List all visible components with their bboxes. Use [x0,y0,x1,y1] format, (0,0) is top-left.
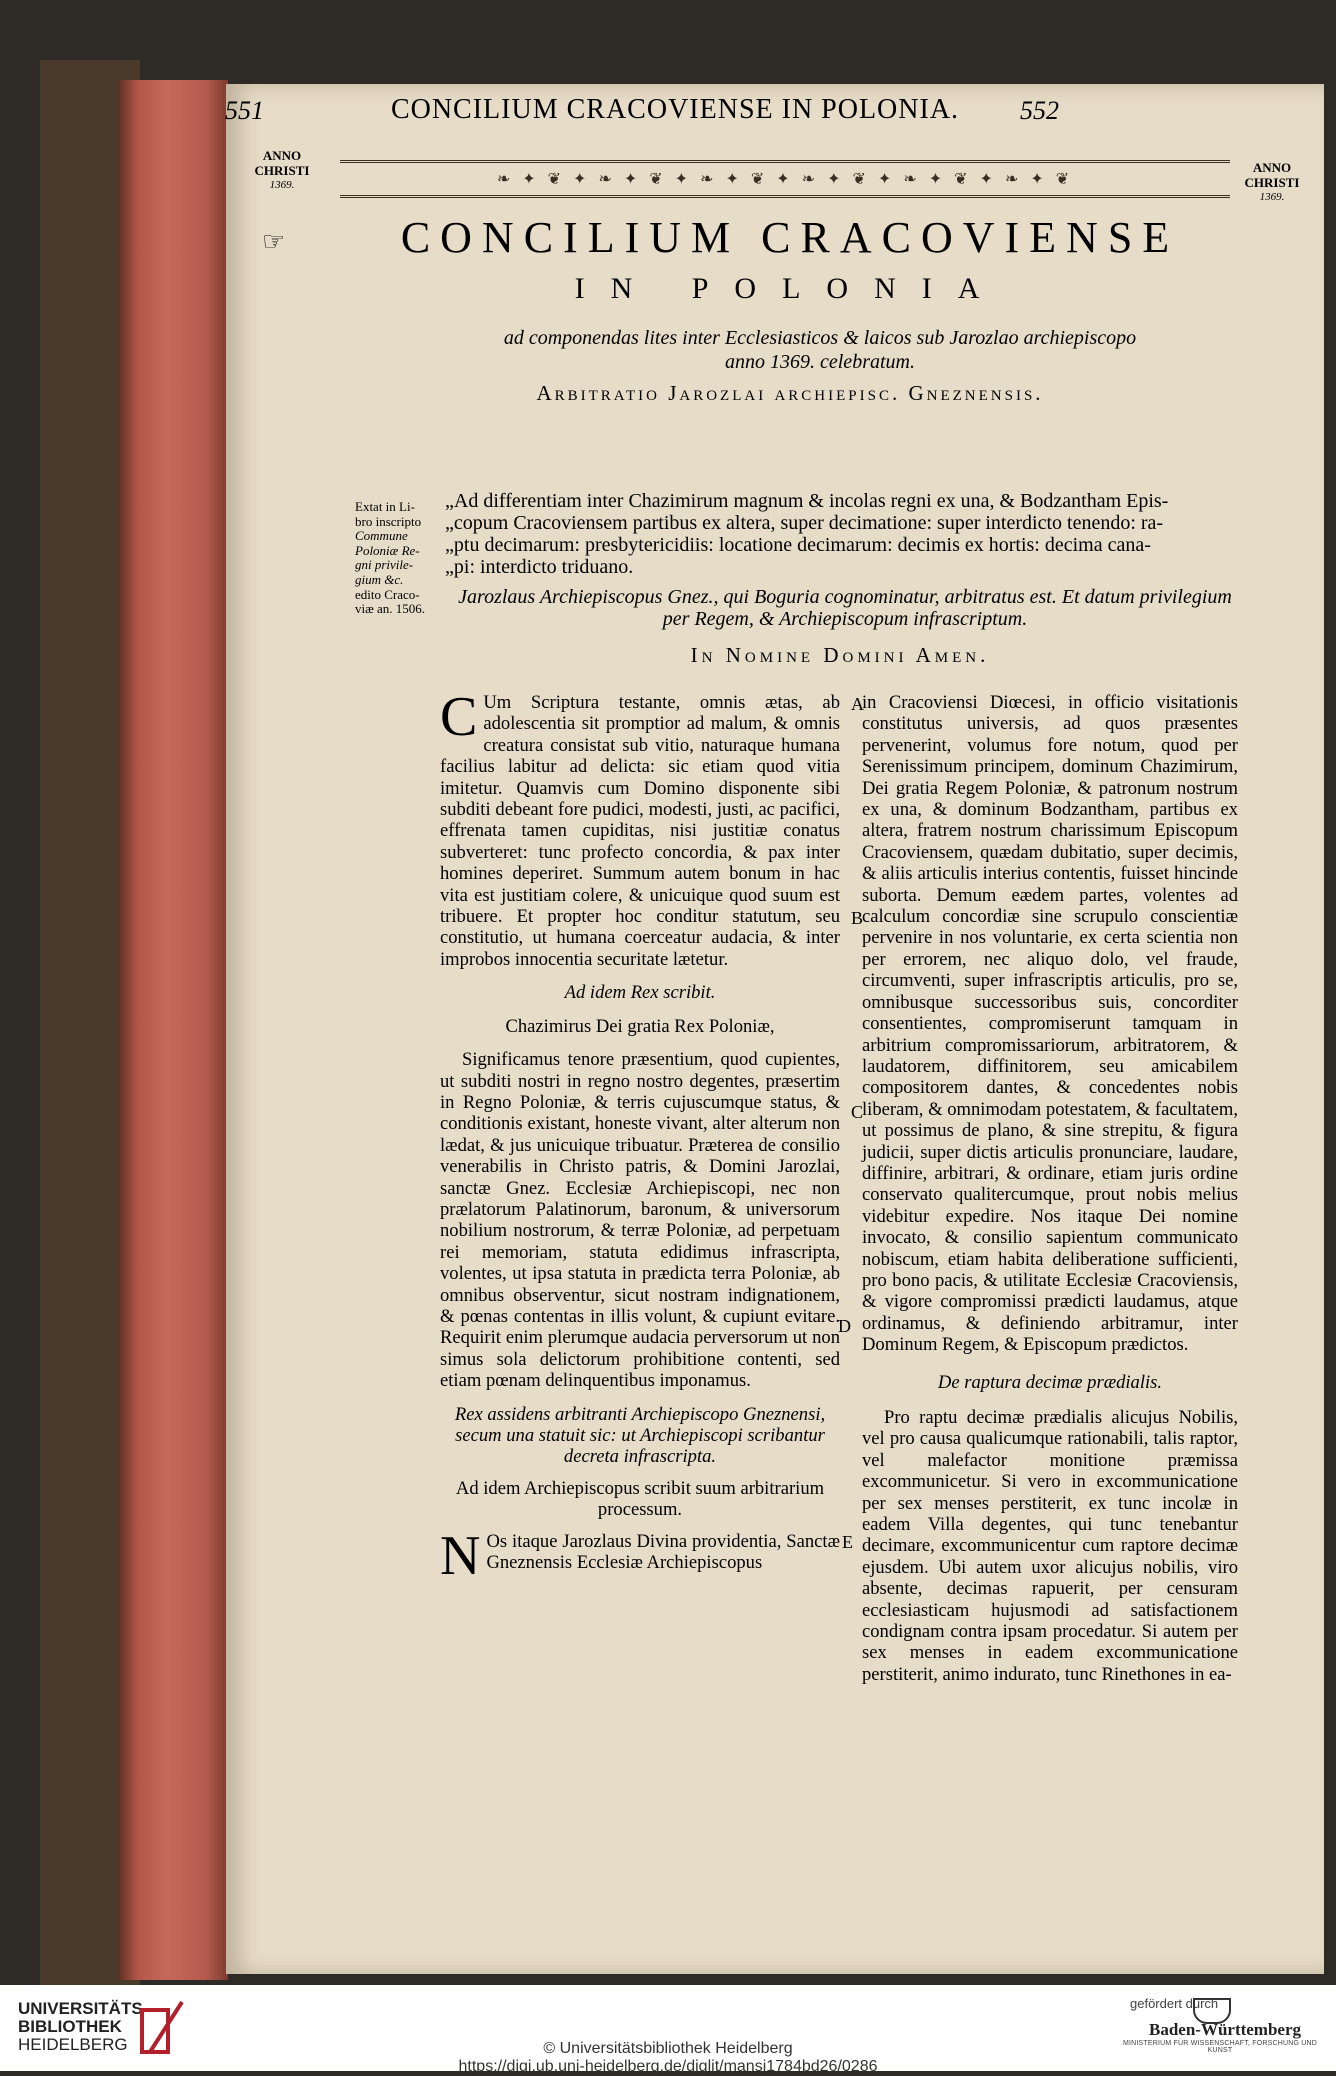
main-title-sub: IN POLONIA [574,272,1006,305]
heading-de-raptura: De raptura decimæ prædialis. [937,1371,1163,1393]
main-title: CONCILIUM CRACOVIENSE [400,213,1180,262]
section-heading-arbitratio: Arbitratio Jarozlai archiepisc. Gneznensis. [536,381,1044,405]
pointing-hand-icon: ☞ [262,227,286,256]
heading-archiepiscopus-scribit: Ad idem Archiepiscopus scribit suum arbitrarium processum. [455,1477,825,1521]
library-logo[interactable]: UNIVERSITÄTS- BIBLIOTHEK HEIDELBERG [18,1999,149,2054]
title-description: ad componendas lites inter Ecclesiasticos & laicos sub Jarozlao archiepiscopo anno 1369. celebratum. [503,327,1137,373]
jarozlaus-note: Jarozlaus Archiepiscopus Gnez., qui Boguria cognominatur, arbitratus est. Et datum privilegium per Regem, & Archiepiscopum infrascriptum. [458,586,1232,630]
page-number-right: 552 [1020,96,1059,125]
drop-cap-c: C [440,686,478,748]
margin-note-block: Extat in Li- bro inscripto Commune Poloniæ Re- gni privile- gium &c. edito Craco- viæ an. 1506. [355,499,426,617]
page-number-left: 551 [225,96,264,125]
heading-rex-assidens: Rex assidens arbitranti Archiepiscopo Gneznensi, secum una statuit sic: ut Archiepiscopi scribantur decreta infrascripta. [454,1403,826,1468]
section-letter-d: D [838,1316,851,1336]
ornament-band: ❧ ✦ ❦ ✦ ❧ ✦ ❦ ✦ ❧ ✦ ❦ ✦ ❧ ✦ ❦ ✦ ❧ ✦ ❦ ✦ ❧ ✦ ❦ [340,160,1230,198]
left-column: C Um Scriptura testante, omnis ætas, ab adolescentia sit promptior ad malum, & omnis creatura consistat sub vitio, naturaque humana facilius labitur ad delicta: sic etiam quod vitia imitetur. Quamvis cum Domino disponente sibi subditi debeant fore pudici, modesti, justi, ac pacifici, effrenata tamen cupiditas, nisi justitiæ conatus subverteret: tunc profecto concordia, & pax inter homines deperiret. Summum autem bonum in hac vita est justitiam colere, & unicuique quod suum est tribuere. Et propter hoc conditur statutum, seu constitutio, ut humana coerceatur audacia, & inter improbos innocentia securitate lætetur. Ad idem Rex scribit. Chazimirus Dei gratia Rex Poloniæ, Significamus tenore præsentium, quod cupientes, ut subditi nostri in regno nostro degentes, præsertim in Regno Poloniæ, & terris cujuscumque status, & conditionis existant, honeste vivant, alter alterum non lædat, & jus unicuique tribuatur. Præterea de consilio venerabilis in Christo patris, & Domini Jarozlai, sanctæ Gnez. Ecclesiæ Archiepiscopi, nec non prælatorum Palatinorum, baronum, & universorum nobilium nostrorum, & terræ Poloniæ, ad perpetuam rei memoriam, statuta edidimus infrascripta, volentes, ut ipsa statuta in prædicta terra Poloniæ, ab omnibus observentur, sicut nostram indignationem, & pœnas contentas in illis volunt, & cupiunt evitare. Requirit enim plerumque audacia perversorum ut non simus sola delictorum prohibitione contenti, sed etiam pœnam delinquentibus imponamus. Rex assidens arbitranti Archiepiscopo Gneznensi, secum una statuit sic: ut Archiepiscopi scribantur decreta infrascripta. Ad idem Archiepiscopus scribit suum arbitrarium processum. N Os itaque Jarozlaus Divina providentia, Sanctæ Gneznensis Ecclesiæ Archiepiscopus [440,686,840,1587]
copyright-text: © Universitätsbibliothek Heidelberg [543,2040,793,2057]
section-heading-in-nomine: In Nomine Domini Amen. [690,643,990,667]
anno-right: ANNO CHRISTI 1369. [1244,160,1300,203]
running-title: CONCILIUM CRACOVIENSE IN POLONIA. [390,94,960,125]
section-letter-b: B [851,908,864,928]
source-url[interactable]: https://digi.ub.uni-heidelberg.de/diglit/mansi1784bd26/0286 [458,2058,878,2075]
intro-summary: „Ad differentiam inter Chazimirum magnum & incolas regni ex una, & Bodzantham Epis- „copum Cracoviensem partibus ex altera, super decimatione: super interdicto tenendo: ra- „ptu decimarum: presbytericidiis: locatione decimarum: decimis ex hortis: decima cana- „pi: interdicto triduano. [445,490,1169,578]
drop-cap-n: N [440,1524,481,1587]
heading-ad-idem-rex: Ad idem Rex scribit. [564,982,716,1004]
page-edge [118,80,228,1980]
funder-name: Baden-Württemberg [1148,2020,1302,2039]
section-letter-a: A [851,694,864,714]
section-letter-e: E [842,1532,853,1552]
chazimirus-line: Chazimirus Dei gratia Rex Poloniæ, [505,1015,775,1037]
anno-left: ANNO CHRISTI 1369. [254,148,310,191]
funded-by-label: gefördert durch [1130,1996,1219,2011]
section-letter-c: C [851,1102,864,1122]
right-column: in Cracoviensi Diœcesi, in officio visitationis constitutus universis, ad quos præsentes pervenerint, volumus fore notum, quod per Serenissimum principem, dominum Chazimirum, Dei gratia Regem Poloniæ, & patronum nostrum ex una, & dominum Bodzantham, partibus ex altera, fratrem nostrum charissimum Episcopum Cracoviensem, quædam dubitatio, super decimis, & aliis articulis interius contentis, fuisset hincinde suborta. Demum eædem partes, volentes ad calculum concordiæ sine scrupulo conscientiæ pervenire in nos voluntarie, ex certa scientia non per errorem, nec aliquo dolo, vel fraude, circumventi, super infrascriptis articulis, pro se, omnibusque successoribus suis, concorditer consentientes, compromiserunt tamquam in arbitrium compromissariorum, arbitratorem, & laudatorem, diffinitorem, seu amicabilem compositorem dantes, & concedentes nobis liberam, & omnimodam potestatem, & facultatem, ut possimus de plano, & sine strepitu, & figura judicii, super dictis articulis pronunciare, laudare, diffinire, arbitrari, & ordinare, etiam juris ordine conservato qualitercumque, prout nobis melius videbitur expedire. Nos itaque Dei nomine invocato, & consilio sapientum communicato nobiscum, etiam habita deliberatione sufficienti, pro bono pacis, & utilitate Ecclesiæ Cracoviensis, & vigore compromissi prædicti laudamus, atque ordinamus, & definiendo arbitramur, inter Dominum Regem, & Episcopum prædictos. De raptura decimæ prædialis. Pro raptu decimæ prædialis alicujus Nobilis, vel pro causa qualicumque rationabili, talis raptor, vel malefactor monitione præmissa excommunicetur. Si vero in excommunicatione per sex menses perstiterit, ex tunc incolæ in eadem Villa degentes, qui tunc tenebantur decimare, excommunicentur cum raptore decimæ ejusdem. Ubi autem uxor alicujus nobilis, viro absente, decimas rapuerit, per censuram ecclesiasticam hujusmodi ad satisfactionem condignam contra ipsam procedatur. Si autem per sex menses in eadem excommunicatione perstiterit, animo indurato, tunc Rinethones in ea- [862,692,1238,1685]
funder-subtitle: MINISTERIUM FÜR WISSENSCHAFT, FORSCHUNG UND KUNST [1122,2040,1318,2054]
